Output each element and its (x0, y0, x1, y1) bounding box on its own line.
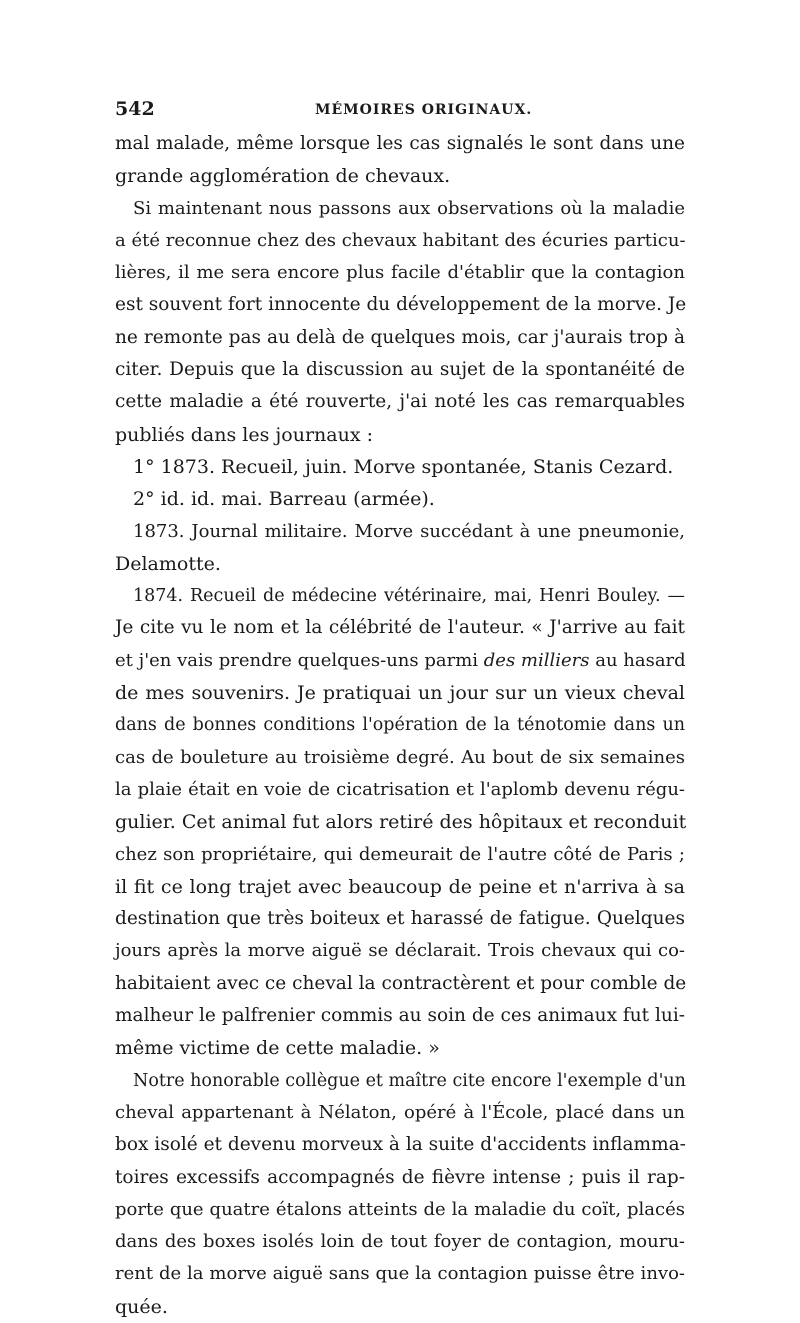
text-line: ne remonte pas au delà de quelques mois, car j'aurais trop à (115, 326, 685, 348)
text-line: la plaie était en voie de cicatrisation et l'aplomb devenu régu- (115, 778, 685, 800)
text-line: a été reconnue chez des chevaux habitant des écuries particu- (115, 229, 686, 251)
text-line: toires excessifs accompagnés de fièvre intense ; puis il rap- (115, 1166, 685, 1188)
body-text (115, 128, 685, 1323)
text-line: est souvent fort innocente du développement de la morve. Je (115, 294, 687, 316)
text-line: et j'en vais prendre quelques-uns parmi des milliers au hasard (115, 649, 686, 671)
text-line: box isolé et devenu morveux à la suite d'accidents inflamma- (115, 1134, 686, 1156)
text-line: malheur le palfrenier commis au soin de ces animaux fut lui- (115, 1005, 685, 1027)
page-header (115, 98, 685, 124)
running-head: MÉMOIRES ORIGINAUX. (315, 102, 533, 118)
text-line: habitaient avec ce cheval la contractèrent et pour comble de (115, 972, 687, 994)
text-line: même victime de cette maladie. » (115, 1037, 440, 1060)
text-line: 1874. Recueil de médecine vétérinaire, mai, Henri Bouley. — (133, 586, 685, 607)
text-line: cas de bouleture au troisième degré. Au bout de six semaines (115, 746, 685, 768)
text-line: Si maintenant nous passons aux observations où la maladie (133, 197, 685, 219)
text-line: gulier. Cet animal fut alors retiré des hôpitaux et reconduit (115, 811, 687, 834)
text-line: publiés dans les journaux : (115, 423, 373, 446)
text-line: lières, il me sera encore plus facile d'établir que la contagion (115, 262, 685, 284)
text-line: cette maladie a été rouverte, j'ai noté les cas remarquables (115, 391, 685, 413)
text-line: Delamotte. (115, 552, 221, 575)
text-line: quée. (115, 1295, 168, 1318)
text-line: cheval appartenant à Nélaton, opéré à l'École, placé dans un (115, 1101, 685, 1123)
page-number: 542 (115, 98, 155, 120)
text-line: jours après la morve aiguë se déclarait. Trois chevaux qui co- (115, 940, 685, 962)
text-line: 1° 1873. Recueil, juin. Morve spontanée, Stanis Cezard. (133, 455, 674, 478)
text-line: rent de la morve aiguë sans que la contagion puisse être invo- (115, 1263, 685, 1285)
text-line: destination que très boiteux et harassé de fatigue. Quelques (115, 908, 685, 930)
text-line: 2° id. id. mai. Barreau (armée). (133, 488, 435, 511)
text-line: de mes souvenirs. Je pratiquai un jour sur un vieux cheval (115, 682, 685, 705)
text-line: dans de bonnes conditions l'opération de la ténotomie dans un (115, 715, 685, 736)
text-line: 1873. Journal militaire. Morve succédant à une pneumonie, (133, 520, 685, 542)
text-line: porte que quatre étalons atteints de la maladie du coït, placés (115, 1198, 685, 1220)
text-line: Je cite vu le nom et la célébrité de l'auteur. « J'arrive au fait (115, 617, 685, 639)
text-line: citer. Depuis que la discussion au sujet de la spontanéité de (115, 359, 685, 381)
text-line: mal malade, même lorsque les cas signalés le sont dans une (115, 133, 685, 154)
text-line: il fit ce long trajet avec beaucoup de peine et n'arriva à sa (115, 875, 685, 898)
text-line: dans des boxes isolés loin de tout foyer de contagion, mouru- (115, 1231, 685, 1253)
text-line: grande agglomération de chevaux. (115, 165, 451, 188)
text-line: Notre honorable collègue et maître cite encore l'exemple d'un (133, 1070, 686, 1091)
text-line: chez son propriétaire, qui demeurait de l'autre côté de Paris ; (115, 843, 685, 865)
